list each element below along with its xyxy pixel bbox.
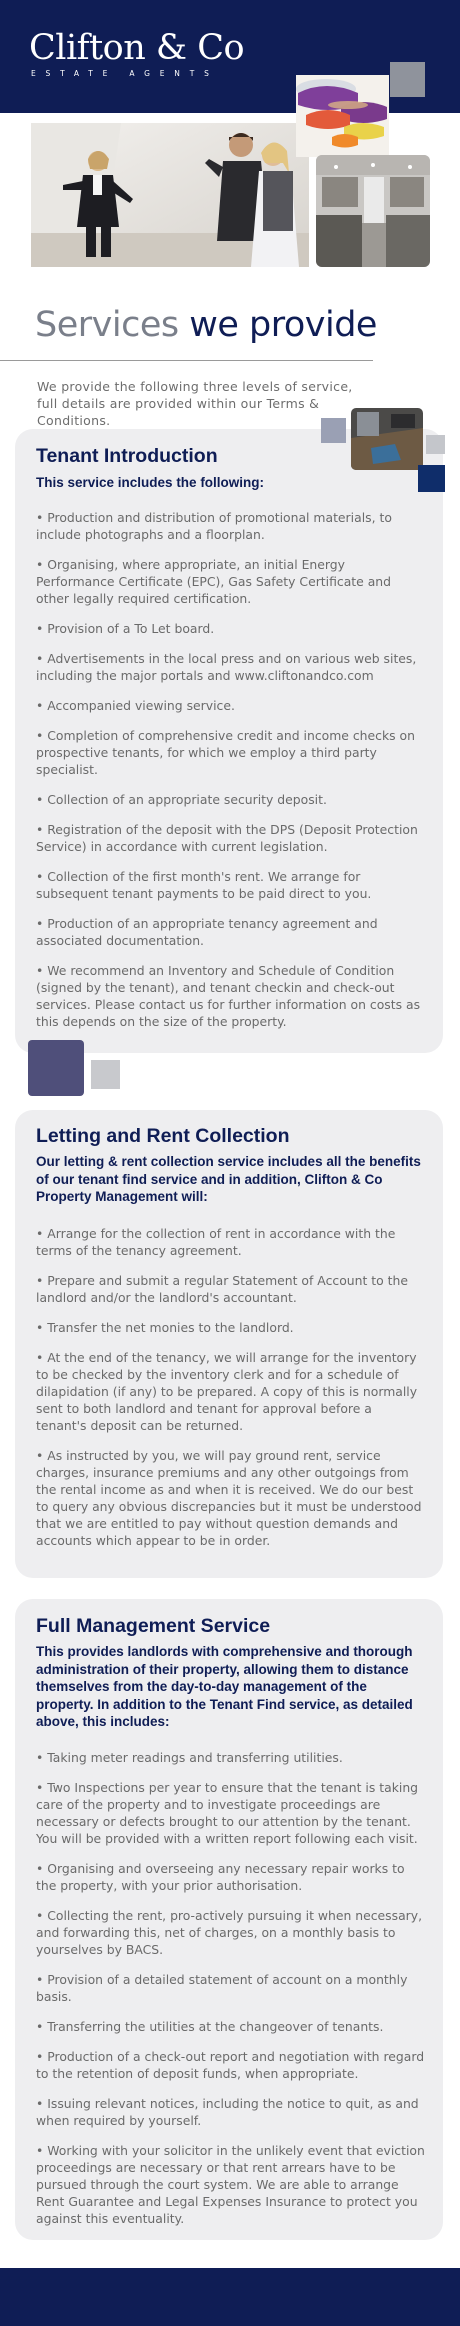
hero-photo-agent (31, 123, 309, 267)
list-item: • Taking meter readings and transferring utilities. (36, 1750, 343, 1765)
title-divider (0, 360, 373, 361)
service-card-full-management (15, 1599, 443, 2240)
service-subtitle: Our letting & rent collection service includes all the benefits of our tenant find service and in addition, Clifton & Co Property Management will: (36, 1154, 421, 1204)
page-title-light: Services (35, 305, 190, 345)
list-item: • Organising and overseeing any necessary repair works to the property, with your prior authorisation. (36, 1861, 405, 1893)
hero-photo-kitchen (316, 155, 430, 267)
decorative-square (321, 418, 346, 443)
list-item: • Advertisements in the local press and on various web sites, including the major portals and www.cliftonandco.com (36, 651, 417, 683)
service-item-list (36, 1225, 426, 1562)
decorative-square (418, 465, 445, 492)
list-item: • Production of a check-out report and negotiation with regard to the retention of deposit funds, when appropriate. (36, 2049, 425, 2081)
list-item: • Arrange for the collection of rent in accordance with the terms of the tenancy agreement. (36, 1226, 396, 1258)
list-item: • Transferring the utilities at the changeover of tenants. (36, 2019, 384, 2034)
list-item: • Collecting the rent, pro-actively pursuing it when necessary, and forwarding this, net of charges, on a monthly basis to yourselves by BACS. (36, 1908, 423, 1957)
company-logo[interactable] (29, 30, 244, 78)
list-item: • Completion of comprehensive credit and income checks on prospective tenants, for which we employ a third party specialist. (36, 728, 415, 777)
service-subtitle: This provides landlords with comprehensive and thorough administration of their property, allowing them to distance themselves from the day-to-day management of the property. In addition to the Tenant Find service, as detailed above, this includes: (36, 1644, 413, 1729)
service-title: Tenant Introduction (36, 445, 218, 467)
list-item: • Production and distribution of promotional materials, to include photographs and a floorplan. (36, 510, 392, 542)
list-item: • At the end of the tenancy, we will arrange for the inventory to be checked by the inventory clerk and for a schedule of dilapidation (if any) to be prepared. A copy of this is normally sent to both landlord and tenant for approval before a tenant's deposit can be returned. (36, 1350, 418, 1433)
hero-photo-lamps (296, 75, 389, 157)
intro-paragraph: We provide the following three levels of service, full details are provided within our Terms & Conditions. (37, 379, 353, 428)
list-item: • Registration of the deposit with the DPS (Deposit Protection Service) in accordance with current legislation. (36, 822, 418, 854)
logo-wordmark: Clifton & Co (29, 28, 245, 68)
service-item-list (36, 509, 424, 1043)
list-item: • We recommend an Inventory and Schedule of Condition (signed by the tenant), and tenant checkin and check-out services. Please contact us for further information on costs as this depends on the size of the property. (36, 963, 421, 1029)
decorative-square (91, 1060, 120, 1089)
list-item: • Transfer the net monies to the landlord. (36, 1320, 294, 1335)
service-card-letting-rent-collection (15, 1110, 443, 1578)
list-item: • Accompanied viewing service. (36, 698, 235, 713)
list-item: • Collection of the first month's rent. We arrange for subsequent tenant payments to be paid direct to you. (36, 869, 372, 901)
list-item: • Organising, where appropriate, an initial Energy Performance Certificate (EPC), Gas Safety Certificate and other legally required certification. (36, 557, 392, 606)
list-item: • Production of an appropriate tenancy agreement and associated documentation. (36, 916, 378, 948)
list-item: • Provision of a To Let board. (36, 621, 215, 636)
list-item: • Provision of a detailed statement of account on a monthly basis. (36, 1972, 408, 2004)
service-item-list (36, 1749, 428, 2240)
list-item: • Prepare and submit a regular Statement of Account to the landlord and/or the landlord's accountant. (36, 1273, 408, 1305)
service-title: Full Management Service (36, 1615, 271, 1637)
service-subtitle: This service includes the following: (36, 475, 265, 490)
footer-banner (0, 2268, 460, 2326)
list-item: • Collection of an appropriate security deposit. (36, 792, 327, 807)
floor-interior-photo (351, 408, 423, 470)
decorative-square (28, 1040, 84, 1096)
service-title: Letting and Rent Collection (36, 1125, 290, 1147)
list-item: • Two Inspections per year to ensure that the tenant is taking care of the property and to investigate proceedings are necessary or defects brought to our attention by the tenant. You will be provided with a written report following each visit. (36, 1780, 419, 1846)
list-item: • Working with your solicitor in the unlikely event that eviction proceedings are necessary or that rent arrears have to be pursued through the court system. We are able to arrange Rent Guarantee and Legal Expenses Insurance to protect you against this eventuality. (36, 2143, 425, 2226)
list-item: • As instructed by you, we will pay ground rent, service charges, insurance premiums and any other outgoings from the rental income as and when it is received. We do our best to query any obvious discrepancies but it must be understood that we are entitled to pay without question demands and accounts which appear to be in order. (36, 1448, 422, 1548)
page-title-bold: we provide (189, 305, 377, 345)
decorative-square (390, 62, 425, 97)
logo-tagline: ESTATE AGENTS (31, 69, 219, 78)
list-item: • Issuing relevant notices, including the notice to quit, as and when required by yourself. (36, 2096, 419, 2128)
service-card-tenant-introduction (15, 429, 443, 1053)
page-title (35, 305, 377, 345)
decorative-square (426, 435, 445, 454)
